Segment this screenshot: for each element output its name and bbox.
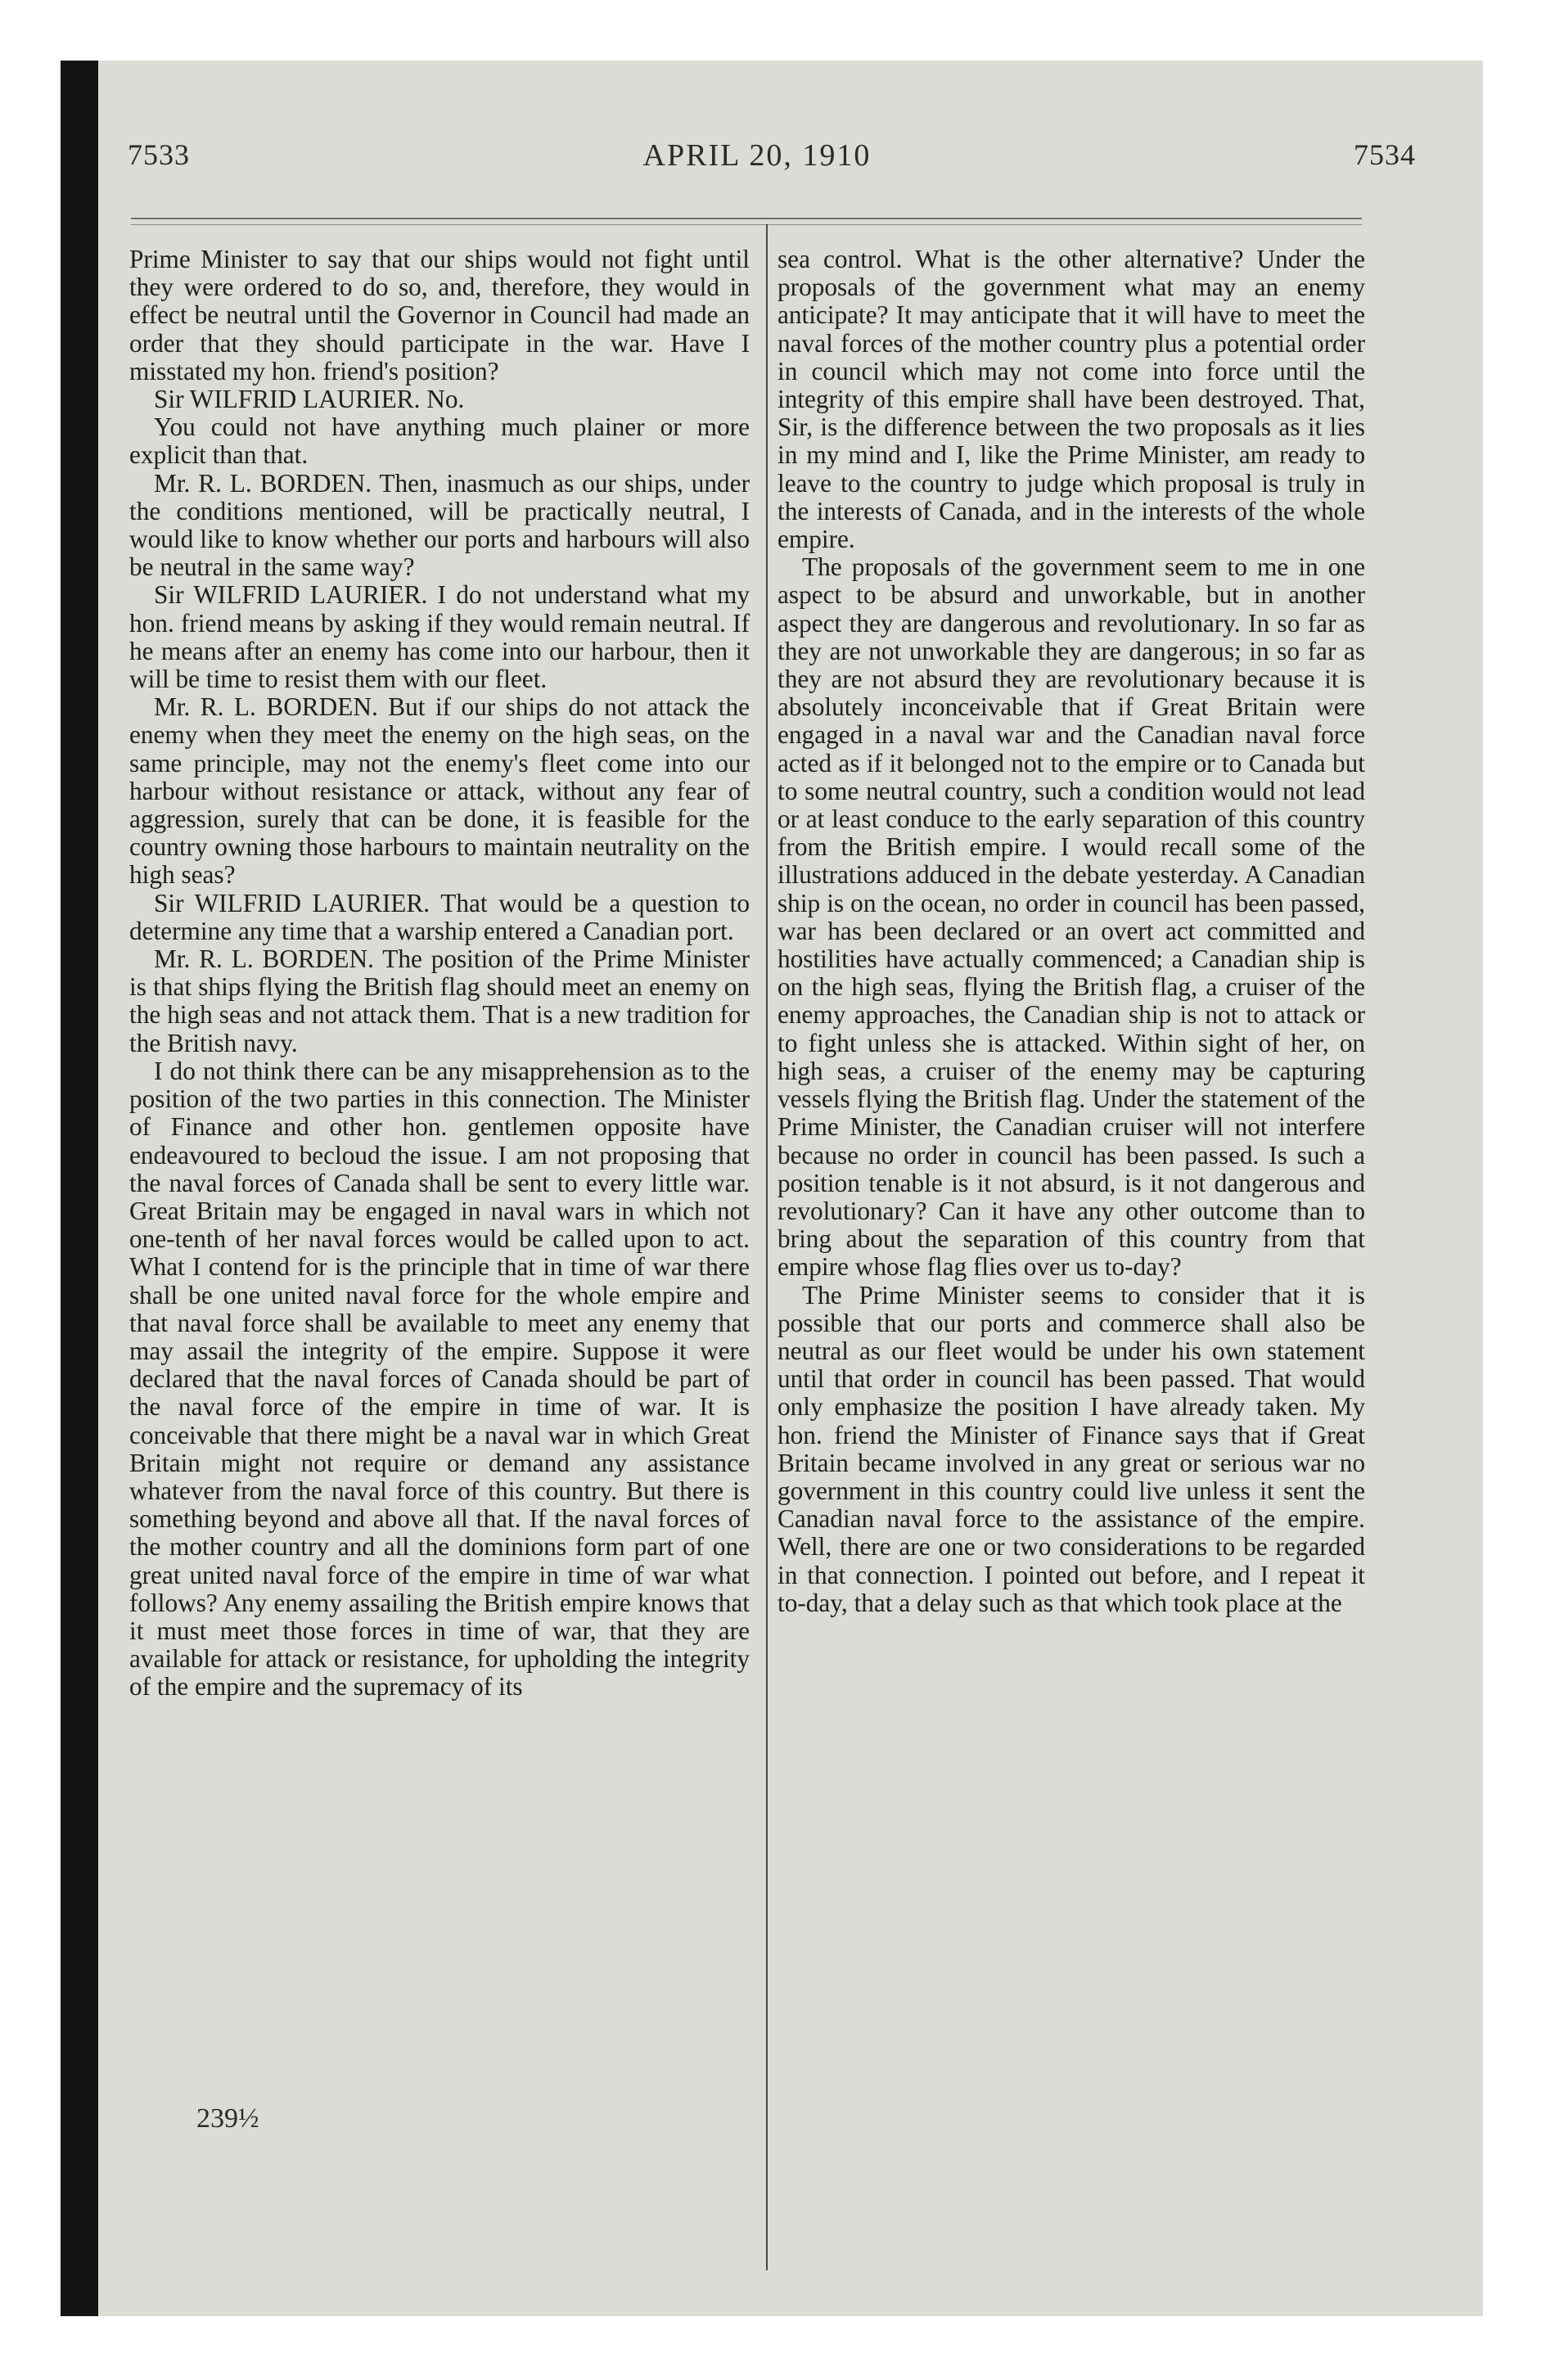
right-column — [778, 246, 1365, 1617]
paragraph: The Prime Minister seems to consider that it is possible that our ports and commerce shall also be neutral as our fleet would be under his own statement until that order in council has been passed. That would only emphasize the position I have already taken. My hon. friend the Minister of Finance says that if Great Britain became involved in any great or serious war no government in this country could live unless it sent the Canadian naval force to the assistance of the empire. Well, there are one or two considerations to be regarded in that connection. I pointed out before, and I repeat it to-day, that a delay such as that which took place at the — [778, 1280, 1365, 1617]
column-divider — [766, 224, 768, 2270]
paragraph: Sir WILFRID LAURIER. No. — [154, 385, 465, 414]
page-number-left: 7533 — [128, 138, 190, 171]
left-column — [129, 246, 750, 1702]
paragraph: Prime Minister to say that our ships would not fight until they were ordered to do so, and, therefore, they would in effect be neutral until the Governor in Council had made an order that they should participate in the war. Have I misstated my hon. friend's position? — [129, 245, 750, 385]
paragraph: You could not have anything much plainer or more explicit than that. — [129, 412, 750, 470]
paragraph: Sir WILFRID LAURIER. I do not understand what my hon. friend means by asking if they would remain neutral. If he means after an enemy has come into our harbour, then it will be time to resist them with our fleet. — [129, 580, 750, 694]
page-date: APRIL 20, 1910 — [642, 138, 872, 173]
paragraph: Mr. R. L. BORDEN. But if our ships do not attack the enemy when they meet the enemy on the high seas, on the same principle, may not the enemy's fleet come into our harbour without resistance or attack, without any fear of aggression, surely that can be done, it is feasible for the country owning those harbours to maintain neutrality on the high seas? — [129, 692, 750, 890]
page-number-right: 7534 — [1354, 138, 1416, 171]
paragraph: Mr. R. L. BORDEN. Then, inasmuch as our ships, under the conditions mentioned, will be practically neutral, I would like to know whether our ports and harbours will also be neutral in the same way? — [129, 468, 750, 582]
printer-signature: 239½ — [196, 2103, 259, 2134]
paragraph: sea control. What is the other alternative? Under the proposals of the government what may an enemy anticipate? It may anticipate that it will have to meet the naval forces of the mother country plus a potential order in council which may not come into force until the integrity of this empire shall have been destroyed. That, Sir, is the difference between the two proposals as it lies in my mind and I, like the Prime Minister, am ready to leave to the country to judge which proposal is truly in the interests of Canada, and in the interests of the whole empire. — [778, 245, 1365, 554]
header-rule-secondary — [131, 224, 1362, 225]
paragraph: I do not think there can be any misapprehension as to the position of the two parties in this connection. The Minister of Finance and other hon. gentlemen opposite have endeavoured to becloud the issue. I am not proposing that the naval forces of Canada shall be sent to every little war. Great Britain may be engaged in naval wars in which not one-tenth of her naval forces would be called upon to act. What I contend for is the principle that in time of war there shall be one united naval force for the whole empire and that naval force shall be available to meet any enemy that may assail the integrity of the empire. Suppose it were declared that the naval forces of Canada should be part of the naval force of the empire in time of war. It is conceivable that there might be a naval war in which Great Britain might not require or demand any assistance whatever from the naval force of this country. But there is something beyond and above all that. If the naval forces of the mother country and all the dominions form part of one great united naval force of the empire in time of war what follows? Any enemy assailing the British empire knows that it must meet those forces in time of war, that they are available for attack or resistance, for upholding the integrity of the empire and the supremacy of its — [129, 1056, 750, 1702]
paragraph: Sir WILFRID LAURIER. That would be a question to determine any time that a warship entered a Canadian port. — [129, 888, 750, 945]
paragraph: Mr. R. L. BORDEN. The position of the Prime Minister is that ships flying the British flag should meet an enemy on the high seas and not attack them. That is a new tradition for the British navy. — [129, 944, 750, 1057]
binding-edge — [61, 61, 98, 2316]
paragraph: The proposals of the government seem to me in one aspect to be absurd and unworkable, but in another aspect they are dangerous and revolutionary. In so far as they are not unworkable they are dangerous; in so far as they are not absurd they are revolutionary because it is absolutely inconceivable that if Great Britain were engaged in a naval war and the Canadian naval force acted as if it belonged not to the empire or to Canada but to some neutral country, such a condition would not lead or at least conduce to the early separation of this country from the British empire. I would recall some of the illustrations adduced in the debate yesterday. A Canadian ship is on the ocean, no order in council has been passed, war has been declared or an overt act committed and hostilities have actually commenced; a Canadian ship is on the high seas, flying the British flag, a cruiser of the enemy approaches, the Canadian ship is not to attack or to fight unless she is attacked. Within sight of her, on high seas, a cruiser of the enemy may be capturing vessels flying the British flag. Under the statement of the Prime Minister, the Canadian cruiser will not interfere because no order in council has been passed. Is such a position tenable is it not absurd, is it not dangerous and revolutionary? Can it have any other outcome than to bring about the separation of this country from that empire whose flag flies over us to-day? — [778, 552, 1365, 1282]
header-rule — [131, 218, 1362, 219]
page-header — [98, 137, 1416, 187]
